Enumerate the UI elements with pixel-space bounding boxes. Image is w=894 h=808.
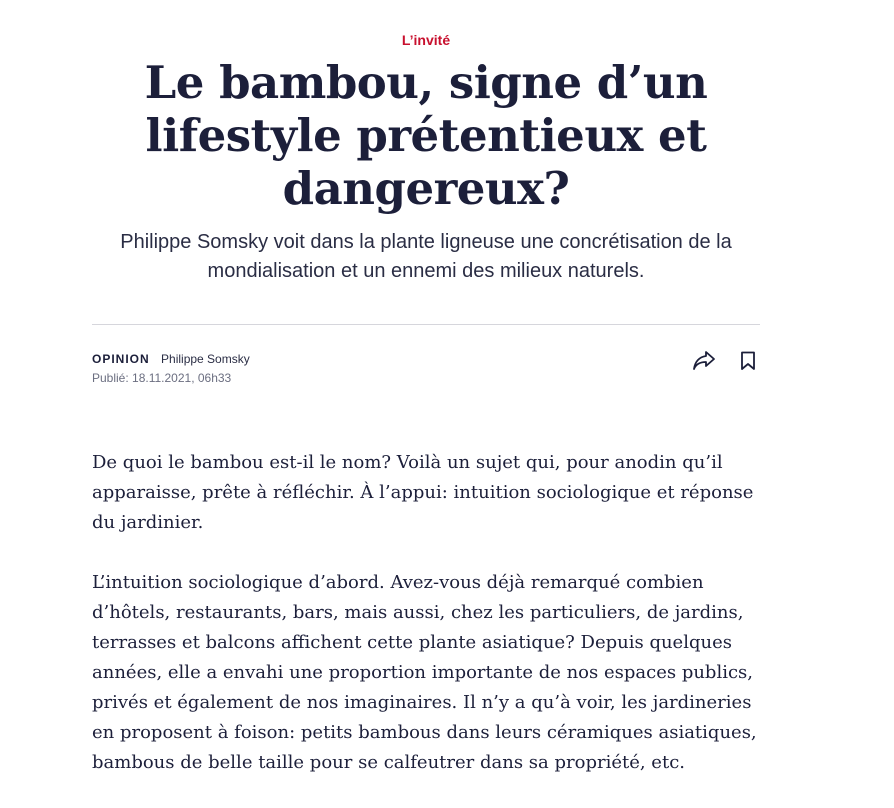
article-paragraph: De quoi le bambou est-il le nom? Voilà un sujet qui, pour anodin qu’il apparaisse, prête à réfléchir. À l’appui: intuition sociologique et réponse du jardinier. xyxy=(92,452,754,533)
share-button[interactable] xyxy=(691,348,717,374)
share-icon xyxy=(692,350,716,372)
article-meta xyxy=(92,352,250,366)
publish-date: Publié: 18.11.2021, 06h33 xyxy=(92,371,232,385)
bookmark-button[interactable] xyxy=(735,348,761,374)
article-kicker[interactable]: L’invité xyxy=(401,32,451,48)
article-lead: Philippe Somsky voit dans la plante ligneuse une concrétisation de la mondialisation et un ennemi des milieux naturels. xyxy=(120,231,732,282)
article-body xyxy=(92,448,772,808)
author-name[interactable]: Philippe Somsky xyxy=(161,352,250,366)
category-label[interactable]: OPINION xyxy=(92,352,150,366)
header-divider xyxy=(92,324,760,325)
bookmark-icon xyxy=(740,351,756,371)
article-paragraph: L’intuition sociologique d’abord. Avez-vous déjà remarqué combien d’hôtels, restaurants, bars, mais aussi, chez les particuliers, de jardins, terrasses et balcons affichent cette plante asiatique? Depuis quelques années, elle a envahi une proportion importante de nos espaces publics, privés et également de nos imaginaires. Il n’y a qu’à voir, les jardineries en proposent à foison: petits bambous dans leurs céramiques asiatiques, bambous de belle taille pour se calfeutrer dans sa propriété, etc. xyxy=(92,572,757,773)
article-headline: Le bambou, signe d’un lifestyle prétentieux et dangereux? xyxy=(144,56,708,215)
